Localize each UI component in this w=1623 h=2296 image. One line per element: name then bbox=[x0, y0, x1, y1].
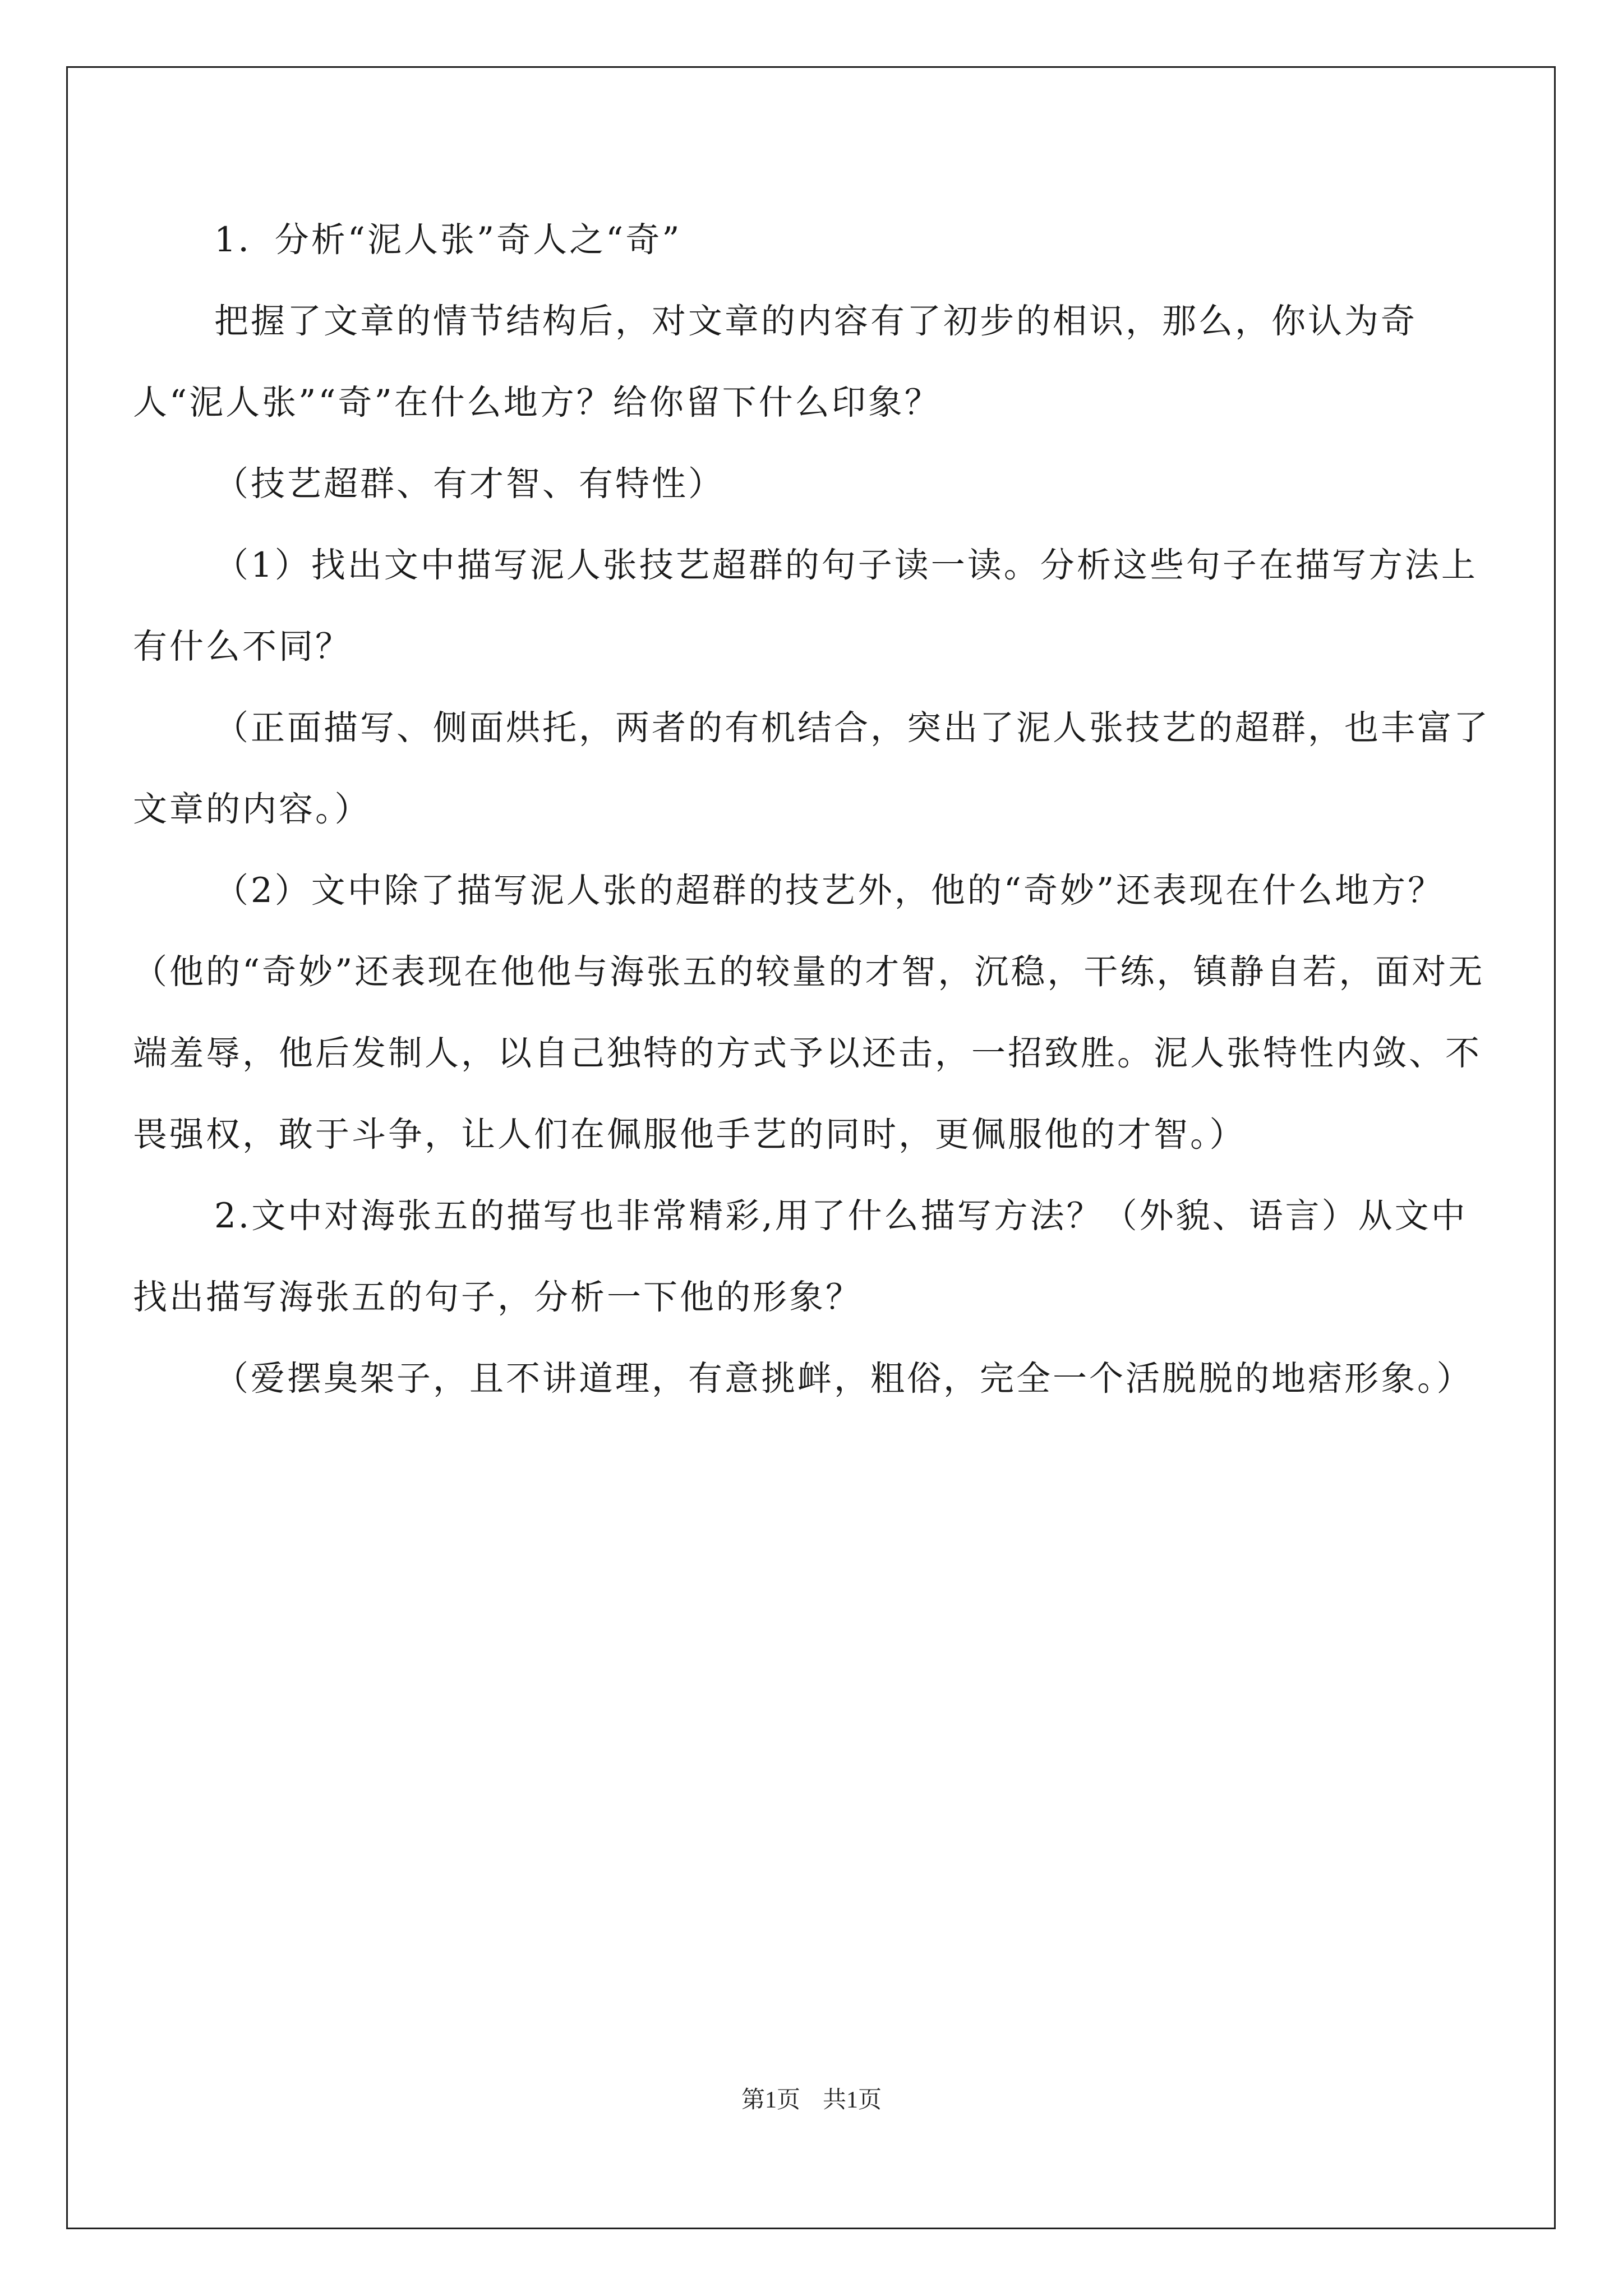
page-footer bbox=[0, 2081, 1623, 2115]
paragraph-answer-traits: （技艺超群、有才智、有特性） bbox=[214, 464, 725, 504]
page-number: 第1页 bbox=[741, 2087, 800, 2113]
section-heading: 1．分析“泥人张”奇人之“奇” bbox=[214, 220, 682, 260]
paragraph-answer-hai: （爱摆臭架子，且不讲道理，有意挑衅，粗俗，完全一个活脱脱的地痞形象。） bbox=[214, 1359, 1473, 1398]
paragraph-question-2: （2）文中除了描写泥人张的超群的技艺外，他的“奇妙”还表现在什么地方？ （他的“奇妙”还表现在他他与海张五的较量的才智，沉稳，干练，镇静自若，面对无端羞辱，他后发制人，以自己独特的方式予以还击，一招致胜。泥人张特性内敛、不畏强权，敢于斗争，让人们在佩服他手艺的同时，更佩服他的才智。） bbox=[133, 871, 1485, 1154]
paragraph-answer-1: （正面描写、侧面烘托，两者的有机结合，突出了泥人张技艺的超群，也丰富了文章的内容。） bbox=[133, 708, 1491, 829]
document-body bbox=[133, 199, 1490, 1419]
page-total: 共1页 bbox=[823, 2087, 882, 2113]
paragraph-question-1: （1）找出文中描写泥人张技艺超群的句子读一读。分析这些句子在描写方法上有什么不同？ bbox=[133, 545, 1478, 666]
paragraph-question-hai: 2.文中对海张五的描写也非常精彩,用了什么描写方法？（外貌、语言）从文中找出描写海张五的句子，分析一下他的形象？ bbox=[133, 1196, 1468, 1317]
paragraph-intro-question: 把握了文章的情节结构后，对文章的内容有了初步的相识，那么，你认为奇人“泥人张”“奇”在什么地方？给你留下什么印象？ bbox=[133, 301, 1418, 422]
